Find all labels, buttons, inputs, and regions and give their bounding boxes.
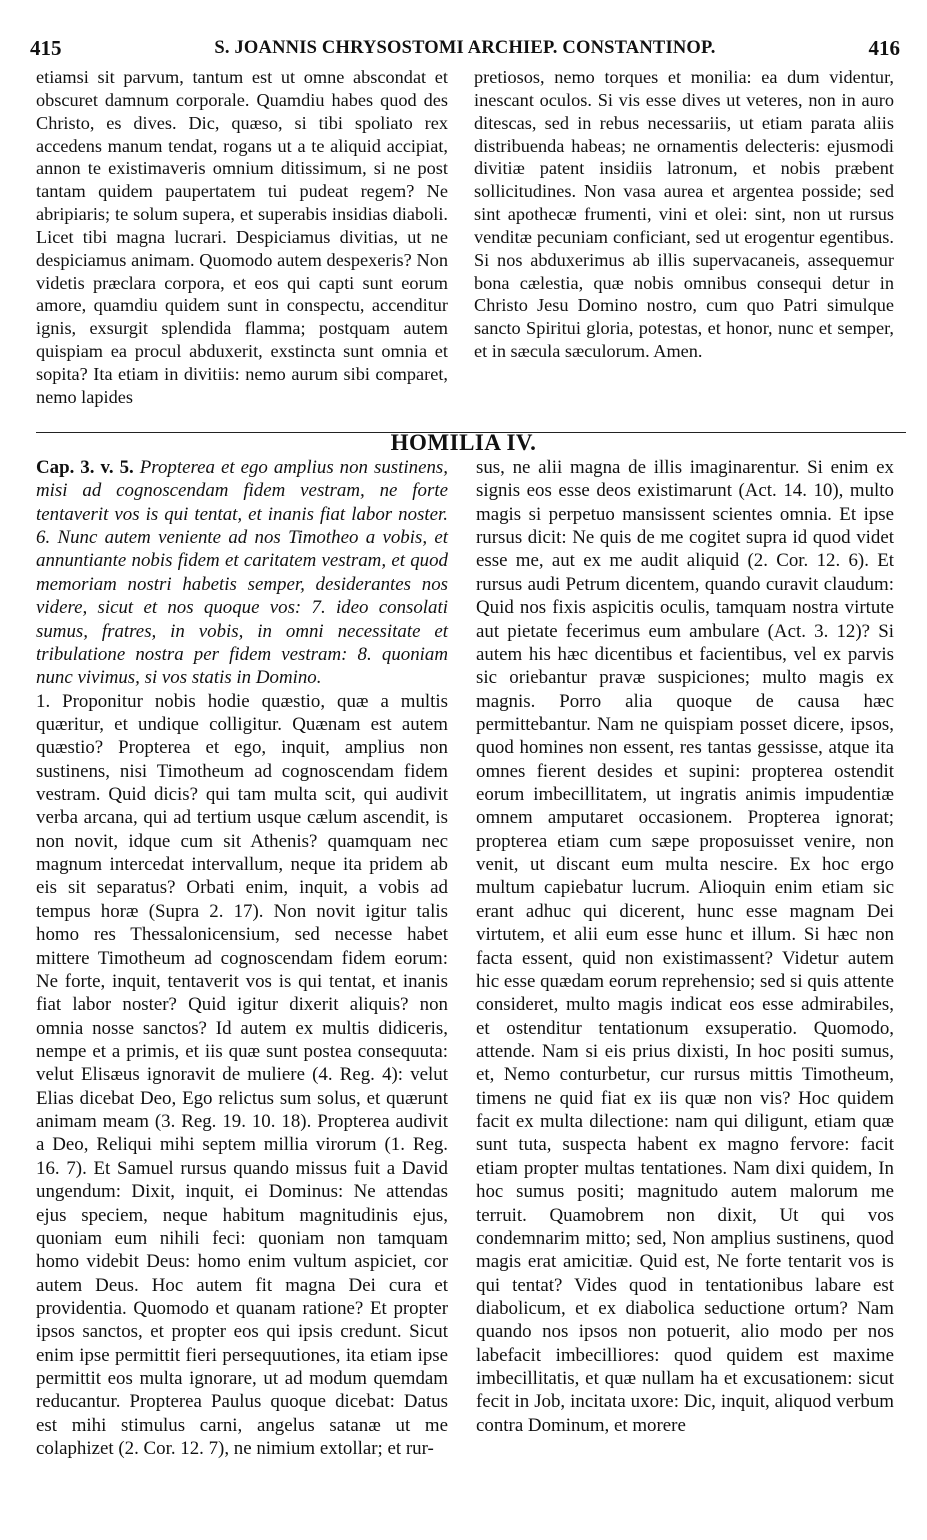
homily-title: HOMILIA IV.	[390, 430, 537, 455]
bottom-right-column	[476, 456, 894, 1437]
page-number-right: 416	[868, 36, 900, 60]
summary-text: Propterea et ego amplius non sustinens, misi ad cognoscendam fidem vestram, ne forte tentaverit vos is qui tentat, et inanis fiat labor noster. 6. Nunc autem veniente ad nos Timotheo a vobis, et annuntiante nobis fidem et caritatem vestram, et quod memoriam nostri habetis semper, desiderantes nos videre, sicut et nos quoque vos: 7. ideo consolati sumus, fratres, in vobis, in omni necessitate et tribulatione nostra per fidem vestram: 8. quoniam nunc vivimus, si vos statis in Domino.	[36, 457, 448, 689]
top-left-text: etiamsi sit parvum, tantum est ut omne abscondat et obscuret damnum corporale. Quamdiu habes quod des Christo, es dives. Dic, quæso, si tibi spoliato rex accedens manum tendat, rogans ut a te aliquid accipiat, annon te existimaveris omnium ditissimum, si ne post tantam quidem paupertatem tui pudeat regem? Ne abripiaris; te solum supera, et superabis insidias diaboli. Licet tibi magna lucrari. Despiciamus divitias, ut ne despiciamus animam. Quomodo autem despexeris? Non videtis præclara corpora, et eos qui capti sunt eorum amore, quamdiu quidem sunt in conspectu, accenditur ignis, exsurgit splendida flamma; postquam autem quispiam ea procul abduxerit, exstincta sunt omnia et sopita? Ita etiam in divitiis: nemo aurum sibi comparet, nemo lapides	[36, 67, 448, 407]
bottom-left-text: 1. Proponitur nobis hodie quæstio, quæ a multis quæritur, et undique colligitur. Quænam est autem quæstio? Propterea et ego, inquit, amplius non sustinens, nisi Timotheum ad cognoscendam fidem vestram. Quid dicis? qui tam multa scit, qui audivit verba arcana, qui ad tertium usque cælum ascendit, is non novit, idque cum sit Athenis? quamquam nec magnum intercedat intervallum, neque ita pridem ab eis sit separatus? Orbati enim, inquit, a vobis ad tempus horæ (Supra 2. 17). Non novit igitur talis homo res Thessalonicensium, sed necesse habet mittere Timotheum ad cognoscendam fidem eorum: Ne forte, inquit, tentaverit vos is qui tentat, et inanis fiat labor noster? Quid igitur dixerit aliquis? non omnia nosse sanctos? Id autem ex multis didiceris, nempe et a primis, et iis quæ sunt postea consequuta: velut Elisæus ignoravit de muliere (4. Reg. 4): velut Elias dicebat Deo, Ego relictus sum solus, et quærunt animam meam (3. Reg. 19. 10. 18). Propterea audivit a Deo, Reliqui mihi septem millia virorum (1. Reg. 16. 7). Et Samuel rursus quando missus fuit a David ungendum: Dixit, inquit, ei Dominus: Ne attendas ejus speciem, neque habitum magnitudinis ejus, quoniam eum nihili feci: quoniam non tamquam homo videbit Deus: homo enim vultum aspiciet, cor autem Deus. Hoc autem fit magna Dei cura et providentia. Quomodo et quanam ratione? Et propter ipsos sanctos, et propter eos qui ipsis credunt. Sicut enim ipse permittit fieri persequutiones, ita etiam ipse permittit eos multa ignorare, ut ad modum quemdam reducantur. Propterea Paulus quoque dicebat: Datus est mihi stimulus carni, angelus satanæ ut me colaphizet (2. Cor. 12. 7), ne nimium extollar; et rur-	[36, 690, 448, 1460]
bottom-left-column	[36, 456, 448, 1460]
page-number-left: 415	[30, 36, 62, 60]
running-header	[30, 36, 900, 66]
top-left-column	[36, 66, 448, 409]
top-right-text: pretiosos, nemo torques et monilia: ea dum videntur, inescant oculos. Si vis esse dives ut veteres, non in auro ditescas, sed in rebus necessariis, ut etiam parata aliis distribuenda habeas; ne ornamentis delecteris: ejusmodi divitiæ patent insidiis latronum, et nobis præbent sollicitudines. Non vasa aurea et argentea posside; sed sint apothecæ frumenti, vini et olei: sint, non ut rursus venditæ pecuniam conficiant, sed ut erogentur egentibus. Si nos abduxerimus ab illis supervacaneis, assequemur bona cælestia, quæ nobis omnibus consequi detur in Christo Jesu Domino nostro, cum quo Patri simulque sancto Spiritui gloria, potestas, et honor, nunc et semper, et in sæcula sæculorum. Amen.	[474, 67, 894, 362]
chapter-reference: Cap. 3. v. 5.	[36, 457, 134, 478]
bottom-right-text: sus, ne alii magna de illis imaginarentur. Si enim ex signis eos esse deos existimarunt (Act. 14. 10), multo magis si perpetuo mansissent scientes omnia. Et ipse rursus dicit: Ne quis de me cogitet supra id quod videt esse me, aut ex me audit aliquid (2. Cor. 12. 6). Et rursus audi Petrum dicentem, quando curavit claudum: Quid nos fixis aspicitis oculis, tamquam nostra virtute aut pietate fecerimus eum ambulare (Act. 3. 12)? Si autem his hæc dicentibus et facientibus, vel ex parvis sic oriebantur pravæ suspiciones; multo magis ex magnis. Porro alia quoque de causa hæc permittebantur. Nam ne quispiam posset dicere, ipsos, quod homines non essent, res tantas gessisse, atque ita omnes fierent desides et supini: propterea ostendit eorum imbecillitatem, ut ingratis animis impudentiæ omnem amputaret occasionem. Propterea ignorat; propterea etiam cum sæpe proposuisset venire, non venit, ut discant eum multa nescire. Ex hoc ergo multum capiebatur lucrum. Alioquin enim etiam sic erant adhuc qui dicerent, hunc esse magnam Dei virtutem, et alii eum esse hunc et illum. Si hæc non facta essent, quid non existimassent? Videtur autem hic esse quædam eorum reprehensio; sed si quis attente consideret, multo magis indicat eos esse admirabiles, et ostenditur tentationum exsuperatio. Quomodo, attende. Nam si eis prius dixisti, In hoc positi sumus, et, Nemo conturbetur, cur rursus mittis Timotheum, timens ne quid fiat ex iis quæ non vis? Hoc quidem facit ex multa dilectione: nam qui diligunt, etiam quæ sunt tuta, suspecta habent ex magno fervore: facit etiam propter multas tentationes. Nam dixi quidem, In hoc sumus positi; magnitudo autem malorum me terruit. Quamobrem non dixit, Ut qui vos condemnarim mitto; sed, Non amplius sustinens, quod magis erat amicitiæ. Quid est, Ne forte tentarit vos is qui tentat? Vides quod in tentationibus labare est diabolicum, et ex diabolica seductione ortum? Nam quando nos ipsos non potuerit, alio modo per nos labefacit imbecilliores: quod quidem est maxime imbecillitatis, et quæ nullam ha et excusationem: sicut fecit in Job, incitata uxore: Dic, inquit, aliquod verbum contra Dominum, et morere	[476, 457, 894, 1436]
chapter-summary	[36, 456, 448, 690]
top-right-column	[474, 66, 894, 363]
running-title: S. JOANNIS CHRYSOSTOMI ARCHIEP. CONSTANTINOP.	[214, 38, 716, 58]
